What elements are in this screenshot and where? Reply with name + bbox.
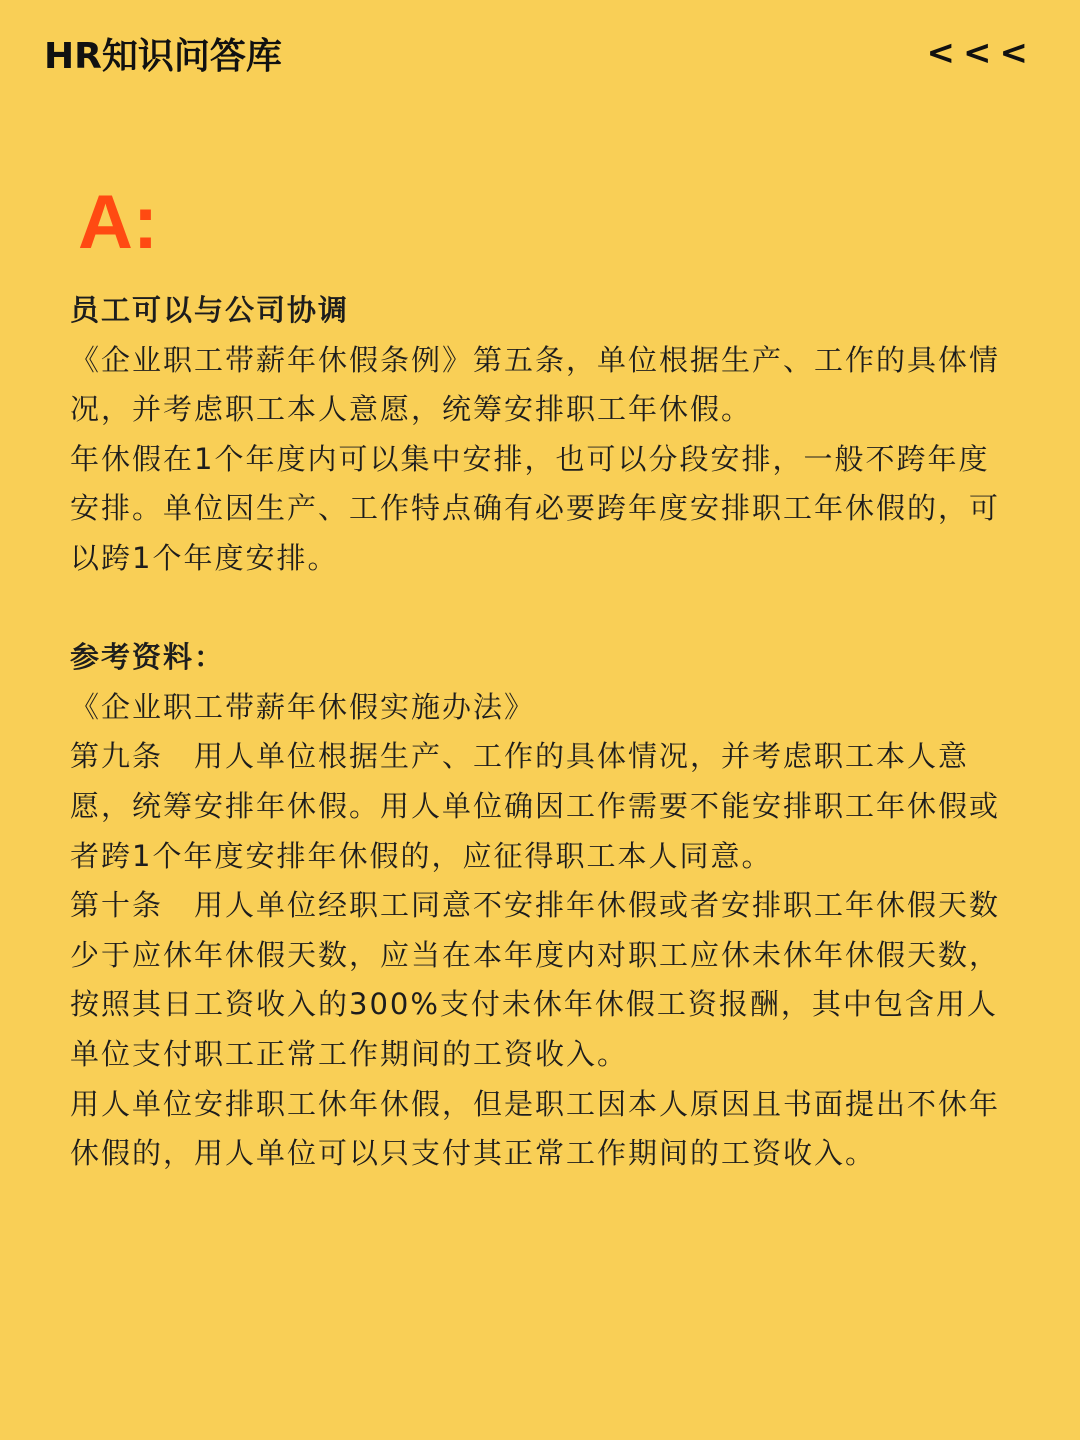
section-spacer [70, 584, 1020, 634]
back-arrows-icon[interactable]: <<< [926, 33, 1036, 73]
reference-title: 《企业职工带薪年休假实施办法》 [70, 689, 536, 724]
answer-heading: 员工可以与公司协调 [70, 293, 350, 327]
reference-article-9: 第九条 用人单位根据生产、工作的具体情况，并考虑职工本人意愿，统筹安排年休假。用人单位确因工作需要不能安排职工年休假或者跨1个年度安排年休假的，应征得职工本人同意。 [70, 739, 1001, 873]
answer-paragraph-2: 年休假在1个年度内可以集中安排，也可以分段安排，一般不跨年度安排。单位因生产、工作特点确有必要跨年度安排职工年休假的，可以跨1个年度安排。 [70, 441, 1001, 575]
references-heading: 参考资料： [70, 640, 226, 675]
reference-article-10: 第十条 用人单位经职工同意不安排年休假或者安排职工年休假天数少于应休年休假天数，应当在本年度内对职工应休未休年休假天数，按照其日工资收入的300%支付未休年休假工资报酬，其中包含用人单位支付职工正常工作期间的工资收入。 [70, 888, 1001, 1071]
header [44, 34, 1036, 84]
content-body [70, 286, 1020, 1179]
reference-article-10-continued: 用人单位安排职工休年休假，但是职工因本人原因且书面提出不休年休假的，用人单位可以只支付其正常工作期间的工资收入。 [70, 1086, 1001, 1171]
answer-mark: A: [78, 180, 159, 265]
brand-title: HR知识问答库 [44, 36, 282, 77]
answer-paragraph-1: 《企业职工带薪年休假条例》第五条，单位根据生产、工作的具体情况，并考虑职工本人意愿，统筹安排职工年休假。 [70, 342, 1001, 427]
